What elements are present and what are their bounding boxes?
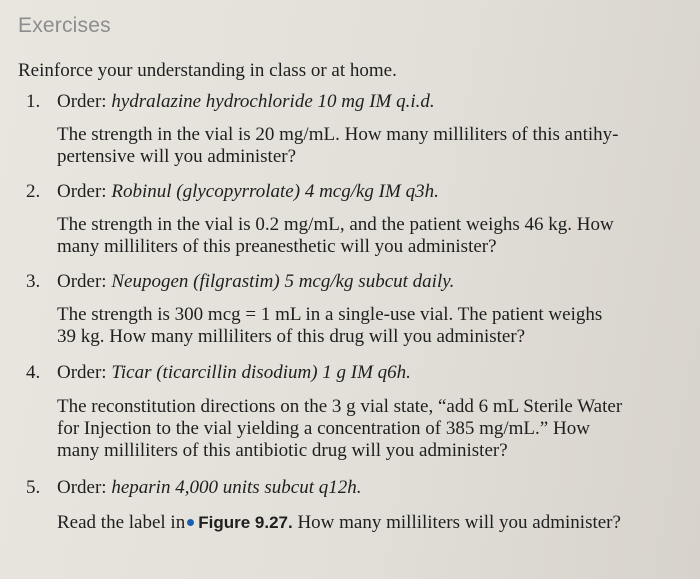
body-line: The strength is 300 mcg = 1 mL in a single-use vial. The patient weighs <box>57 304 603 325</box>
order-line <box>57 271 454 293</box>
body-line: The strength in the vial is 20 mg/mL. How many milliliters of this antihy- <box>57 124 619 145</box>
intro-text: Reinforce your understanding in class or at home. <box>18 60 397 81</box>
exercise-number: 1. <box>26 91 41 112</box>
order-line <box>57 181 439 203</box>
body-line: 39 kg. How many milliliters of this drug will you administer? <box>57 326 526 347</box>
order-text: heparin 4,000 units subcut q12h. <box>111 477 362 498</box>
exercise-number: 5. <box>26 477 41 498</box>
order-line <box>57 91 435 113</box>
order-line <box>57 362 411 384</box>
body-line: pertensive will you administer? <box>57 146 297 167</box>
exercise-body <box>57 512 687 534</box>
exercise-body <box>57 124 687 168</box>
read-suffix: How many milliliters will you administer? <box>297 512 621 533</box>
exercise-number: 3. <box>26 271 41 292</box>
exercise-body <box>57 304 687 348</box>
order-label: Order: <box>57 91 107 112</box>
read-prefix: Read the label in <box>57 512 186 533</box>
figure-reference: Figure 9.27. <box>198 513 293 532</box>
order-text: Neupogen (filgrastim) 5 mcg/kg subcut daily. <box>111 271 455 292</box>
body-line: The reconstitution directions on the 3 g vial state, “add 6 mL Sterile Water <box>57 396 623 417</box>
body-line: The strength in the vial is 0.2 mg/mL, and the patient weighs 46 kg. How <box>57 214 614 235</box>
order-label: Order: <box>57 362 107 383</box>
body-line: many milliliters of this preanesthetic will you administer? <box>57 236 497 257</box>
section-heading: Exercises <box>18 14 111 37</box>
order-text: Robinul (glycopyrrolate) 4 mcg/kg IM q3h. <box>111 181 439 202</box>
order-text: hydralazine hydrochloride 10 mg IM q.i.d. <box>111 91 435 112</box>
exercise-number: 4. <box>26 362 41 383</box>
order-label: Order: <box>57 181 107 202</box>
exercise-body <box>57 396 687 462</box>
order-label: Order: <box>57 271 107 292</box>
exercise-number: 2. <box>26 181 41 202</box>
body-line: many milliliters of this antibiotic drug will you administer? <box>57 440 508 461</box>
body-line: for Injection to the vial yielding a concentration of 385 mg/mL.” How <box>57 418 590 439</box>
body-line <box>57 512 687 534</box>
order-line <box>57 477 362 499</box>
order-text: Ticar (ticarcillin disodium) 1 g IM q6h. <box>111 362 411 383</box>
figure-bullet-icon <box>187 519 194 526</box>
order-label: Order: <box>57 477 107 498</box>
exercise-body <box>57 214 687 258</box>
